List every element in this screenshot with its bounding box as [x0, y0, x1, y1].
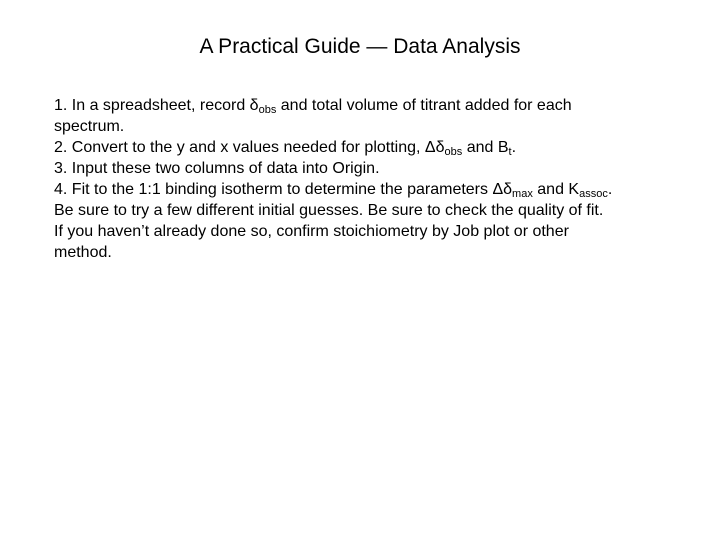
step-2-prefix: 2. Convert to the y and x values needed for plotting,: [54, 139, 425, 156]
obs-subscript: obs: [258, 104, 277, 116]
assoc-subscript: assoc: [579, 188, 608, 200]
step-2-suffix: .: [511, 139, 517, 156]
delta-delta-symbol: Δδ: [424, 139, 445, 156]
step-4-prefix: 4. Fit to the 1:1 binding isotherm to determine the parameters: [54, 181, 493, 198]
delta-delta-symbol: Δδ: [492, 181, 513, 198]
slide-body: [54, 95, 614, 263]
step-1-prefix: 1. In a spreadsheet, record: [54, 97, 250, 114]
step-3: 3. Input these two columns of data into Origin.: [54, 160, 380, 177]
delta-symbol: δ: [249, 97, 259, 114]
slide-title: A Practical Guide — Data Analysis: [199, 35, 521, 58]
t-subscript: t: [508, 146, 512, 158]
step-1: [54, 95, 614, 137]
step-4-suffix: . Be sure to try a few different initial guesses. Be sure to check the quality of fit. If you haven’t already done so, confirm stoichiometry by Job plot or other method.: [54, 181, 613, 261]
max-subscript: max: [512, 188, 533, 200]
step-4: [54, 179, 614, 263]
step-2-middle: and B: [462, 139, 509, 156]
step-4-middle: and K: [532, 181, 580, 198]
step-2: [54, 137, 614, 158]
step-1-suffix: and total volume of titrant added for each spectrum.: [54, 97, 572, 135]
obs-subscript: obs: [444, 146, 463, 158]
